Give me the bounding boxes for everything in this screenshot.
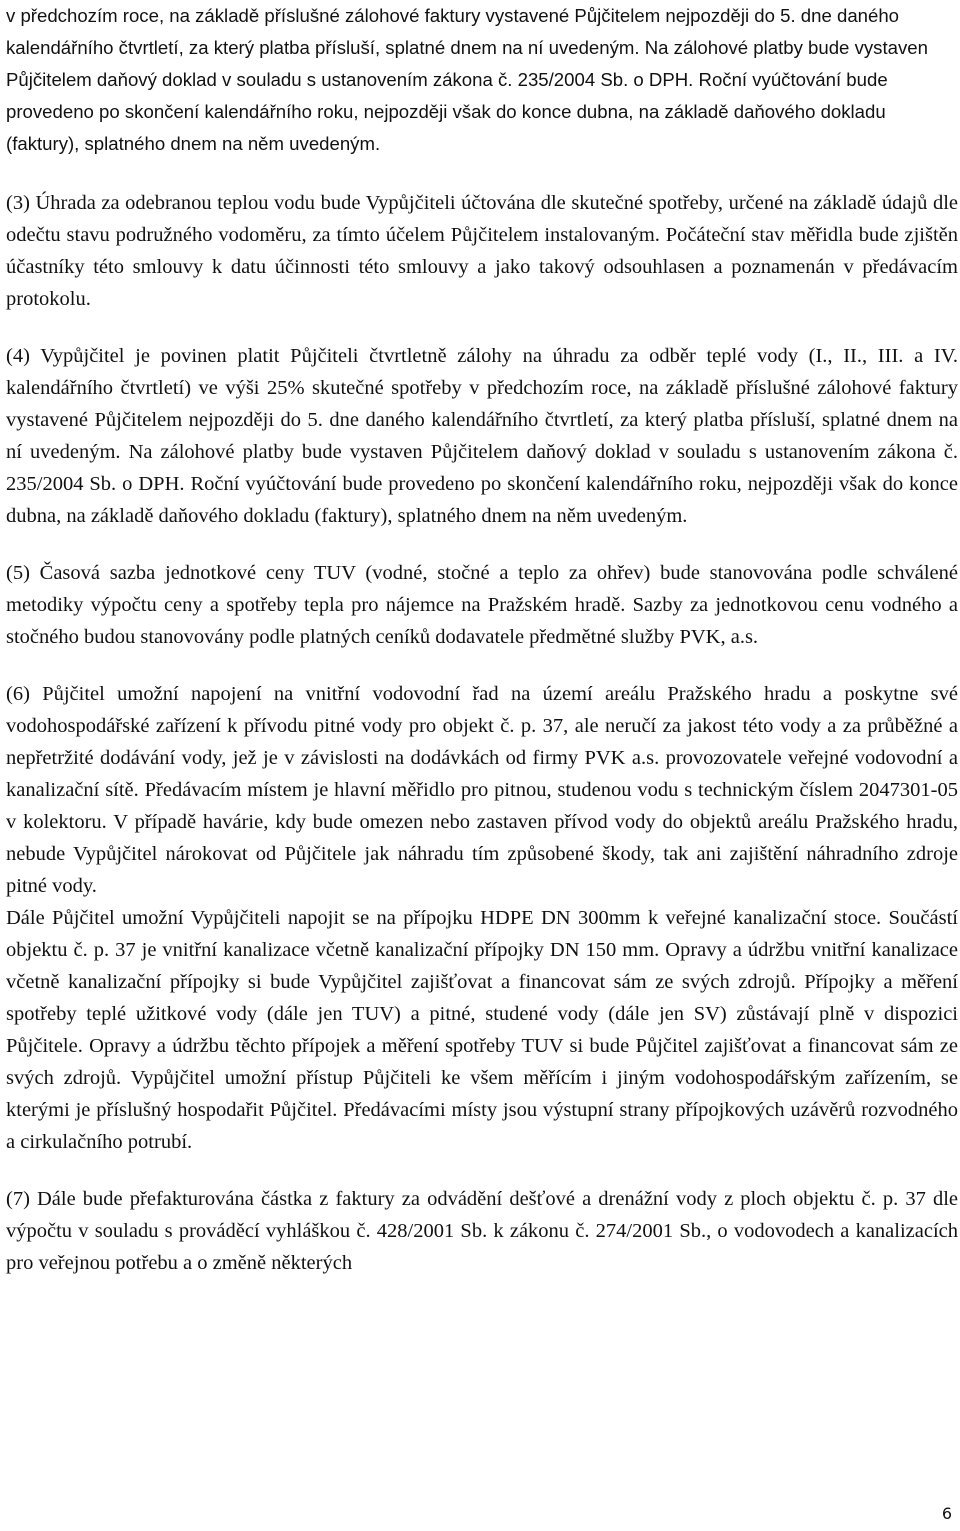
paragraph-4-sentence-1: (4) Vypůjčitel je povinen platit Půjčiteli čtvrtletně zálohy na úhradu za odběr teplé vody (I., II., III. a IV.: [6, 345, 958, 367]
paragraph-4-sentence-4: Roční vyúčtování bude provedeno po skončení kalendářního roku, nejpozději však do konce dubna, na základě daňového dokladu (faktury), splatného dnem na něm uvedeným.: [6, 473, 958, 527]
document-page: [6, 0, 958, 1279]
paragraph-3-sentence-2: Počáteční stav měřidla bude zjištěn účastníky této smlouvy k datu účinnosti této smlouvy a jako takový odsouhlasen a poznamenán v předávacím protokolu.: [6, 224, 958, 310]
paragraph-6-sentence-1: (6) Půjčitel umožní napojení na vnitřní vodovodní řad na území areálu Pražského hradu a poskytne své vodohospodářské zařízení k přívodu pitné vody pro objekt č. p. 37, ale neručí za jakost této vody a za průběžné a nepřetržité dodávání vody, jež je v závislosti na dodávkách od firmy PVK a.s. provozovatele veřejné vodovodní a kanalizační sítě.: [6, 683, 958, 801]
paragraph-4-sentence-2: kalendářního čtvrtletí) ve výši 25% skutečné spotřeby v předchozím roce, na základě příslušné zálohové faktury vystavené Půjčitelem nejpozději do 5. dne daného kalendářního čtvrtletí, za který platba přísluší, splatné dnem na ní uvedeným.: [6, 377, 958, 463]
page-number: 6: [941, 1504, 952, 1523]
paragraph-3: [6, 187, 958, 315]
paragraph-6: [6, 678, 958, 902]
paragraph-6-sentence-2: Předávacím místem je hlavní měřidlo pro pitnou, studenou vodu s technickým číslem 2047301-05 v kolektoru. V případě havárie, kdy bude omezen nebo zastaven přívod vody do objektů areálu Pražského hradu, nebude Vypůjčitel nárokovat od Půjčitele jak náhradu tím způsobené škody, tak ani zajištění náhradního zdroje pitné vody.: [6, 779, 958, 897]
paragraph-7: (7) Dále bude přefakturována částka z faktury za odvádění dešťové a drenážní vody z ploch objektu č. p. 37 dle výpočtu v souladu s prováděcí vyhláškou č. 428/2001 Sb. k zákonu č. 274/2001 Sb., o vodovodech a kanalizacích pro veřejnou potřebu a o změně některých: [6, 1188, 958, 1274]
paragraph-continued-sentence-2: Roční vyúčtování bude provedeno po skončení kalendářního roku, nejpozději však do konce dubna, na základě daňového dokladu (faktury), splatného dnem na něm uvedeným.: [6, 69, 888, 154]
paragraph-continued: [6, 0, 958, 160]
paragraph-continued-sentence-1: v předchozím roce, na základě příslušné zálohové faktury vystavené Půjčitelem nejpozději do 5. dne daného kalendářního čtvrtletí, za který platba přísluší, splatné dnem na ní uvedeným. Na zálohové platby bude vystaven Půjčitelem daňový doklad v souladu s ustanovením zákona č. 235/2004 Sb. o DPH.: [6, 5, 928, 90]
paragraph-4-sentence-3: Na zálohové platby bude vystaven Půjčitelem daňový doklad v souladu s ustanovením zákona č. 235/2004 Sb. o DPH.: [6, 441, 958, 495]
paragraph-3-sentence-1: (3) Úhrada za odebranou teplou vodu bude Vypůjčiteli účtována dle skutečné spotřeby, určené na základě údajů dle odečtu stavu podružného vodoměru, za tímto účelem Půjčitelem instalovaným.: [6, 192, 958, 246]
paragraph-5: (5) Časová sazba jednotkové ceny TUV (vodné, stočné a teplo za ohřev) bude stanovována podle schválené metodiky výpočtu ceny a spotřeby tepla pro nájemce na Pražském hradě. Sazby za jednotkovou cenu vodného a stočného budou stanovovány podle platných ceníků dodavatele předmětné služby PVK, a.s.: [6, 562, 958, 648]
paragraph-4: [6, 340, 958, 532]
paragraph-6-continuation: Dále Půjčitel umožní Vypůjčiteli napojit se na přípojku HDPE DN 300mm k veřejné kanalizační stoce. Součástí objektu č. p. 37 je vnitřní kanalizace včetně kanalizační přípojky DN 150 mm. Opravy a údržbu vnitřní kanalizace včetně kanalizační přípojky si bude Vypůjčitel zajišťovat a financovat sám ze svých zdrojů. Přípojky a měření spotřeby teplé užitkové vody (dále jen TUV) a pitné, studené vody (dále jen SV) zůstávají plně v dispozici Půjčitele. Opravy a údržbu těchto přípojek a měření spotřeby TUV si bude Půjčitel zajišťovat a financovat sám ze svých zdrojů. Vypůjčitel umožní přístup Půjčiteli ke všem měřícím i jiným vodohospodářským zařízením, se kterými je příslušný hospodařit Půjčitel. Předávacími místy jsou výstupní strany přípojkových uzávěrů rozvodného a cirkulačního potrubí.: [6, 907, 958, 1153]
